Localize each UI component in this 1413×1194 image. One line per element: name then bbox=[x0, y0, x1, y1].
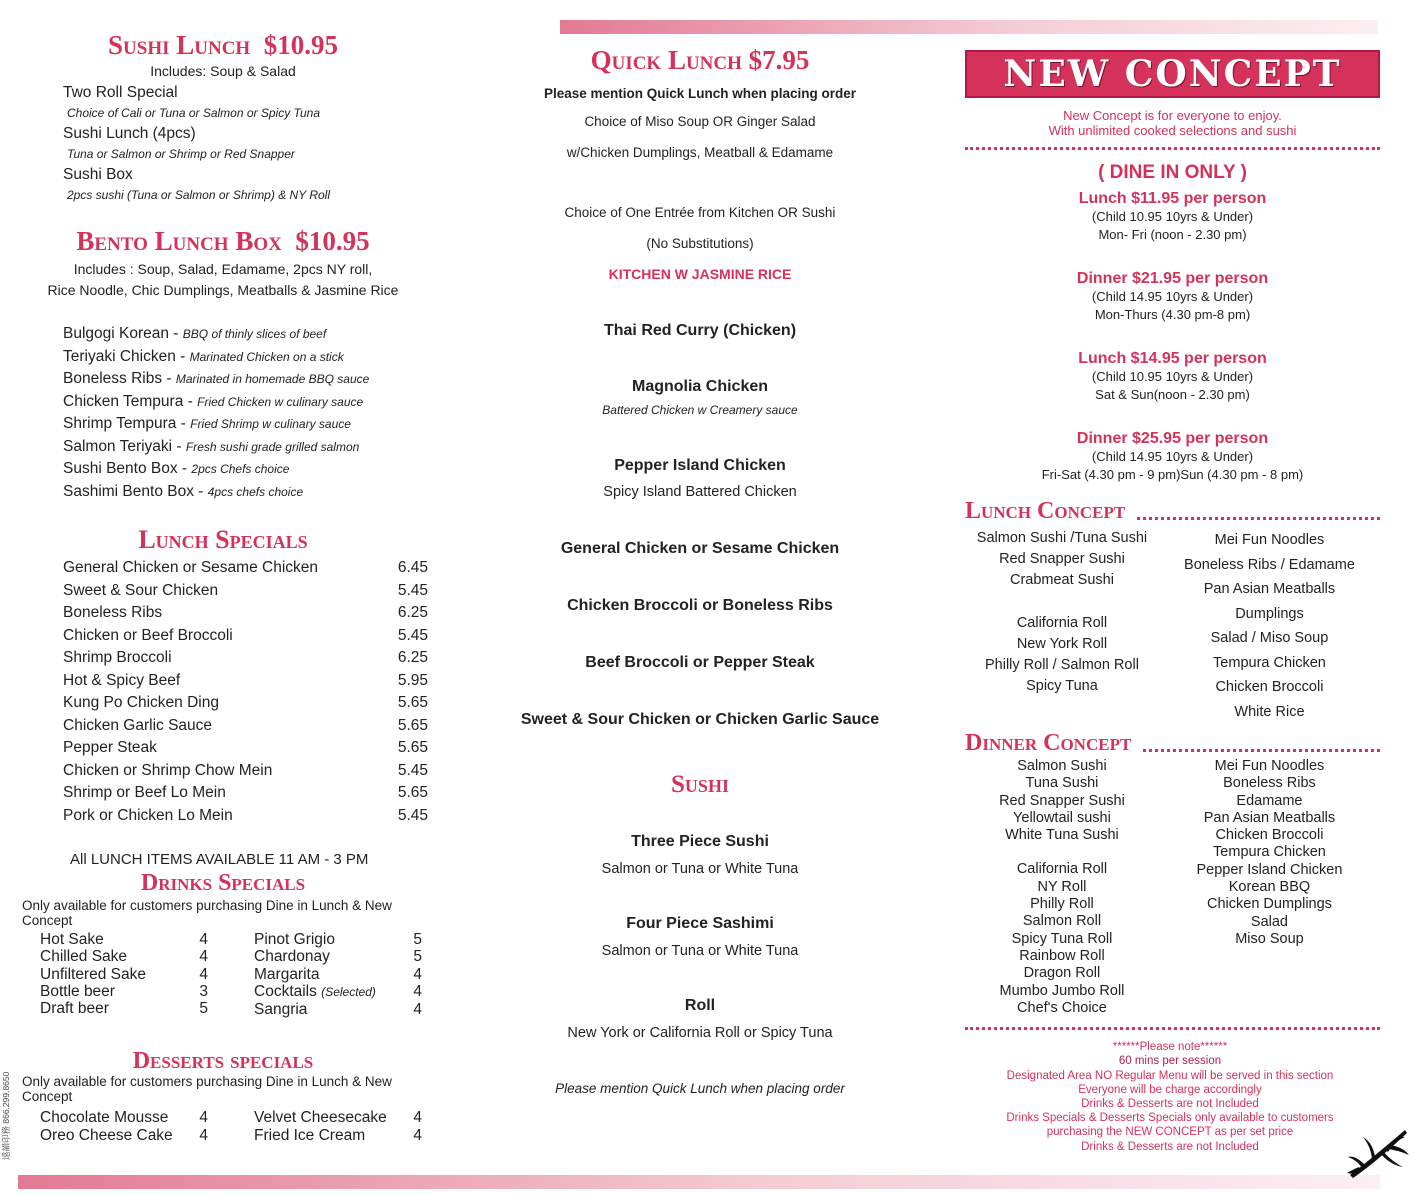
note-line: 60 mins per session bbox=[1118, 1055, 1222, 1068]
price-block bbox=[965, 350, 1380, 404]
dinner-concept-right bbox=[1159, 758, 1380, 1017]
quick-lunch-heading: Quick Lunch $7.95 bbox=[590, 45, 810, 75]
list-item: Rainbow Roll bbox=[1019, 947, 1105, 964]
price-title: Lunch $11.95 per person bbox=[1078, 190, 1267, 207]
note-line: purchasing the NEW CONCEPT as per set price bbox=[1046, 1126, 1294, 1139]
list-item: California Roll bbox=[1016, 615, 1108, 631]
desserts-heading: Desserts specials bbox=[132, 1048, 314, 1075]
desserts-note: Only available for customers purchasing Dine in Lunch & New Concept bbox=[22, 1074, 392, 1105]
list-item: Sangria 4 bbox=[254, 1001, 422, 1019]
list-item: Pepper Island Chicken bbox=[1196, 861, 1343, 878]
lunch-specials-list bbox=[63, 557, 428, 827]
list-item: Unfiltered Sake 4 bbox=[40, 965, 208, 983]
sushi-name: Four Piece Sashimi bbox=[626, 915, 774, 932]
banner-title: NEW CONCEPT bbox=[1003, 53, 1342, 95]
list-item: New York Roll bbox=[1016, 636, 1108, 652]
list-item: Salmon Roll bbox=[1022, 913, 1102, 930]
entree-name: Thai Red Curry (Chicken) bbox=[603, 322, 797, 339]
entree-desc: Spicy Island Battered Chicken bbox=[603, 484, 797, 500]
list-item: Mumbo Jumbo Roll bbox=[999, 982, 1125, 999]
list-item: Pinot Grigio 5 bbox=[254, 931, 422, 948]
lunch-concept-title: Lunch Concept bbox=[965, 498, 1126, 524]
price-block bbox=[965, 190, 1380, 244]
entree-desc: Battered Chicken w Creamery sauce bbox=[602, 403, 798, 417]
price-child: (Child 10.95 10yrs & Under) bbox=[1091, 209, 1254, 224]
list-item: Chilled Sake 4 bbox=[40, 948, 208, 966]
list-item: Red Snapper Sushi bbox=[999, 551, 1125, 567]
entree-name: Sweet & Sour Chicken or Chicken Garlic Sauce bbox=[520, 711, 880, 728]
list-item: Salad bbox=[1250, 913, 1288, 930]
lunch-specials-heading: Lunch Specials bbox=[138, 525, 308, 554]
bamboo-icon bbox=[1345, 1125, 1410, 1180]
lunch-concept-lists bbox=[965, 528, 1380, 724]
price-block bbox=[965, 430, 1380, 484]
list-item: Dumplings bbox=[1235, 605, 1304, 622]
bento-heading: Bento Lunch Box $10.95 bbox=[76, 226, 370, 256]
list-item: White Rice bbox=[1234, 703, 1305, 720]
list-item: Spicy Tuna Roll bbox=[1011, 930, 1113, 947]
note-line: Drinks & Desserts are not Included bbox=[1081, 1097, 1259, 1110]
desserts-right bbox=[254, 1109, 422, 1144]
list-item: Philly Roll / Salmon Roll bbox=[985, 657, 1139, 673]
drinks-left bbox=[40, 931, 208, 1018]
printer-note: 遠韻印務 866.299.8650 bbox=[1, 1071, 11, 1160]
notes-block bbox=[965, 1040, 1375, 1154]
list-item: Yellowtail sushi bbox=[1013, 809, 1111, 826]
list-item: Spicy Tuna bbox=[1026, 678, 1098, 694]
list-item: Hot Sake 4 bbox=[40, 931, 208, 948]
list-item: Chicken Broccoli bbox=[1215, 679, 1324, 695]
list-item: Shrimp Tempura - Fried Shrimp w culinary sauce bbox=[63, 415, 351, 432]
list-item: California Roll bbox=[1016, 861, 1108, 878]
sushi-lunch-list bbox=[63, 83, 438, 206]
sushi-desc: New York or California Roll or Spicy Tuna bbox=[567, 1025, 833, 1041]
list-item: Philly Roll bbox=[1030, 896, 1094, 913]
list-item: Salad / Miso Soup bbox=[1210, 630, 1329, 646]
list-item: Chicken Broccoli bbox=[1215, 827, 1324, 844]
entree-name: General Chicken or Sesame Chicken bbox=[560, 540, 840, 557]
list-item: Cocktails (Selected) 4 bbox=[254, 982, 422, 1000]
price-title: Dinner $25.95 per person bbox=[1076, 430, 1269, 447]
quick-lunch-line4: (No Substitutions) bbox=[646, 236, 754, 251]
dinner-concept-left bbox=[965, 758, 1159, 1017]
right-column bbox=[965, 30, 1380, 1154]
sushi-name: Roll bbox=[684, 997, 716, 1014]
lunch-concept-right bbox=[1159, 528, 1380, 724]
note-line: ******Please note****** bbox=[1112, 1041, 1228, 1054]
kitchen-header: KITCHEN W JASMINE RICE bbox=[608, 266, 792, 282]
list-item: Sushi Box 2pcs sushi (Tuna or Salmon or Shrimp) & NY Roll bbox=[63, 166, 330, 202]
list-item: Chocolate Mousse 4 bbox=[40, 1109, 208, 1127]
list-item: Boneless Ribs - Marinated in homemade BBQ sauce bbox=[63, 370, 370, 387]
list-item: Boneless Ribs bbox=[1223, 775, 1316, 792]
quick-lunch-line1: Choice of Miso Soup OR Ginger Salad bbox=[584, 114, 816, 129]
price-title: Lunch $14.95 per person bbox=[1078, 350, 1267, 367]
divider bbox=[965, 1027, 1380, 1030]
desserts-left bbox=[40, 1109, 208, 1144]
list-item: Chicken or Shrimp Chow Mein 5.45 bbox=[63, 761, 428, 779]
list-item: Fried Ice Cream 4 bbox=[254, 1126, 422, 1144]
list-item: Two Roll Special Choice of Cali or Tuna or Salmon or Spicy Tuna bbox=[63, 84, 321, 120]
drinks-right bbox=[254, 931, 422, 1018]
list-item: Salmon Sushi /Tuna Sushi bbox=[976, 530, 1148, 546]
list-item: Edamame bbox=[1236, 792, 1303, 809]
list-item: Velvet Cheesecake 4 bbox=[254, 1109, 422, 1127]
list-item: Hot & Spicy Beef 5.95 bbox=[63, 671, 428, 689]
list-item: Bottle beer 3 bbox=[40, 982, 208, 1000]
list-item: Chicken Dumplings bbox=[1207, 896, 1332, 913]
price-time: Sat & Sun(noon - 2.30 pm) bbox=[1095, 387, 1250, 402]
list-item: Sushi Lunch (4pcs) Tuna or Salmon or Shrimp or Red Snapper bbox=[63, 125, 295, 161]
list-item: Tuna Sushi bbox=[1025, 775, 1099, 792]
list-item: Miso Soup bbox=[1235, 930, 1304, 947]
intro-1: New Concept is for everyone to enjoy. bbox=[1063, 108, 1282, 123]
entree-name: Pepper Island Chicken bbox=[614, 457, 786, 474]
list-item: Sashimi Bento Box - 4pcs chefs choice bbox=[63, 482, 304, 500]
lunch-concept-left bbox=[965, 528, 1159, 724]
price-block bbox=[965, 270, 1380, 324]
sushi-lunch-includes: Includes: Soup & Salad bbox=[150, 63, 296, 79]
list-item: Crabmeat Sushi bbox=[1009, 572, 1114, 588]
list-item: Sushi Bento Box - 2pcs Chefs choice bbox=[63, 460, 290, 477]
list-item: Salmon Sushi bbox=[1017, 758, 1107, 774]
list-item: Bulgogi Korean - BBQ of thinly slices of beef bbox=[63, 325, 327, 342]
list-item: Red Snapper Sushi bbox=[999, 792, 1125, 809]
list-item: Chicken Tempura - Fried Chicken w culinary sauce bbox=[63, 392, 364, 410]
lunch-concept-header bbox=[965, 498, 1380, 524]
lunch-availability: All LUNCH ITEMS AVAILABLE 11 AM - 3 PM bbox=[70, 851, 369, 868]
note-line: Drinks & Desserts are not Included bbox=[1081, 1140, 1259, 1153]
list-item: Pepper Steak 5.65 bbox=[63, 739, 428, 756]
list-item: Shrimp or Beef Lo Mein 5.65 bbox=[63, 784, 428, 801]
list-item: Teriyaki Chicken - Marinated Chicken on a stick bbox=[63, 347, 344, 365]
entree-name: Chicken Broccoli or Boneless Ribs bbox=[567, 597, 833, 614]
price-time: Mon-Thurs (4.30 pm-8 pm) bbox=[1094, 307, 1251, 322]
price-child: (Child 14.95 10yrs & Under) bbox=[1091, 289, 1254, 304]
dinner-concept-header bbox=[965, 730, 1380, 756]
list-item: Pork or Chicken Lo Mein 5.45 bbox=[63, 806, 428, 824]
list-item: Tempura Chicken bbox=[1213, 654, 1326, 671]
bento-includes-2: Rice Noodle, Chic Dumplings, Meatballs & Jasmine Rice bbox=[47, 282, 399, 298]
note-line: Everyone will be charge accordingly bbox=[1078, 1083, 1262, 1096]
sushi-heading: Sushi bbox=[671, 771, 729, 798]
dine-in-only: ( DINE IN ONLY ) bbox=[1098, 162, 1247, 183]
list-item: Chardonay 5 bbox=[254, 948, 422, 966]
divider bbox=[1137, 517, 1380, 520]
drinks-note: Only available for customers purchasing Dine in Lunch & New Concept bbox=[22, 898, 392, 928]
list-item: White Tuna Sushi bbox=[1005, 827, 1119, 844]
list-item: Shrimp Broccoli 6.25 bbox=[63, 649, 428, 666]
quick-lunch-line3: Choice of One Entrée from Kitchen OR Sushi bbox=[564, 205, 836, 220]
list-item: Kung Po Chicken Ding 5.65 bbox=[63, 694, 428, 711]
list-item: Sweet & Sour Chicken 5.45 bbox=[63, 581, 428, 599]
price-time: Mon- Fri (noon - 2.30 pm) bbox=[1098, 227, 1247, 242]
list-item: Margarita 4 bbox=[254, 965, 422, 983]
drinks-heading: Drinks Specials bbox=[140, 870, 306, 896]
list-item: Pan Asian Meatballs bbox=[1203, 581, 1336, 597]
list-item: Oreo Cheese Cake 4 bbox=[40, 1126, 208, 1144]
divider bbox=[965, 147, 1380, 150]
dinner-concept-title: Dinner Concept bbox=[965, 730, 1132, 756]
list-item: Draft beer 5 bbox=[40, 1000, 208, 1018]
list-item: Chef's Choice bbox=[1017, 999, 1107, 1016]
price-time: Fri-Sat (4.30 pm - 9 pm)Sun (4.30 pm - 8 pm) bbox=[1041, 467, 1304, 482]
sushi-desc: Salmon or Tuna or White Tuna bbox=[601, 861, 799, 877]
intro-2: With unlimited cooked selections and sushi bbox=[1048, 123, 1297, 138]
price-child: (Child 10.95 10yrs & Under) bbox=[1091, 369, 1254, 384]
new-concept-banner bbox=[965, 50, 1380, 98]
quick-lunch-mention: Please mention Quick Lunch when placing order bbox=[543, 86, 857, 101]
list-item: Salmon Teriyaki - Fresh sushi grade grilled salmon bbox=[63, 437, 360, 455]
middle-column bbox=[470, 30, 930, 1096]
list-item: Dragon Roll bbox=[1023, 965, 1101, 982]
desserts-list bbox=[40, 1109, 438, 1144]
quick-lunch-line2: w/Chicken Dumplings, Meatball & Edamame bbox=[566, 145, 834, 160]
list-item: Mei Fun Noodles bbox=[1214, 758, 1325, 774]
list-item: Pan Asian Meatballs bbox=[1203, 809, 1336, 826]
note-line: Designated Area NO Regular Menu will be served in this section bbox=[1006, 1069, 1334, 1082]
list-item: NY Roll bbox=[1037, 878, 1087, 895]
list-item: Chicken Garlic Sauce 5.65 bbox=[63, 716, 428, 734]
sushi-name: Three Piece Sushi bbox=[631, 833, 769, 850]
price-title: Dinner $21.95 per person bbox=[1076, 270, 1269, 287]
dinner-concept-lists bbox=[965, 758, 1380, 1017]
note-line: Drinks Specials & Desserts Specials only available to customers bbox=[1006, 1112, 1334, 1125]
price-child: (Child 14.95 10yrs & Under) bbox=[1091, 449, 1254, 464]
list-item: General Chicken or Sesame Chicken 6.45 bbox=[63, 559, 428, 576]
bottom-stripe bbox=[18, 1175, 1380, 1189]
list-item: Chicken or Beef Broccoli 5.45 bbox=[63, 626, 428, 644]
quick-lunch-footer: Please mention Quick Lunch when placing order bbox=[555, 1081, 845, 1096]
divider bbox=[1143, 749, 1380, 752]
left-column bbox=[18, 30, 438, 1144]
list-item: Boneless Ribs 6.25 bbox=[63, 604, 428, 621]
entree-name: Beef Broccoli or Pepper Steak bbox=[585, 654, 815, 671]
bento-list bbox=[63, 323, 438, 503]
entree-name: Magnolia Chicken bbox=[631, 378, 769, 395]
list-item: Korean BBQ bbox=[1228, 879, 1311, 896]
list-item: Boneless Ribs / Edamame bbox=[1184, 556, 1355, 573]
sushi-desc: Salmon or Tuna or White Tuna bbox=[601, 943, 799, 959]
bento-includes-1: Includes : Soup, Salad, Edamame, 2pcs NY roll, bbox=[73, 261, 373, 277]
drinks-list bbox=[40, 931, 438, 1018]
list-item: Mei Fun Noodles bbox=[1214, 532, 1325, 548]
list-item: Tempura Chicken bbox=[1213, 844, 1326, 861]
sushi-lunch-heading: Sushi Lunch $10.95 bbox=[108, 30, 338, 60]
